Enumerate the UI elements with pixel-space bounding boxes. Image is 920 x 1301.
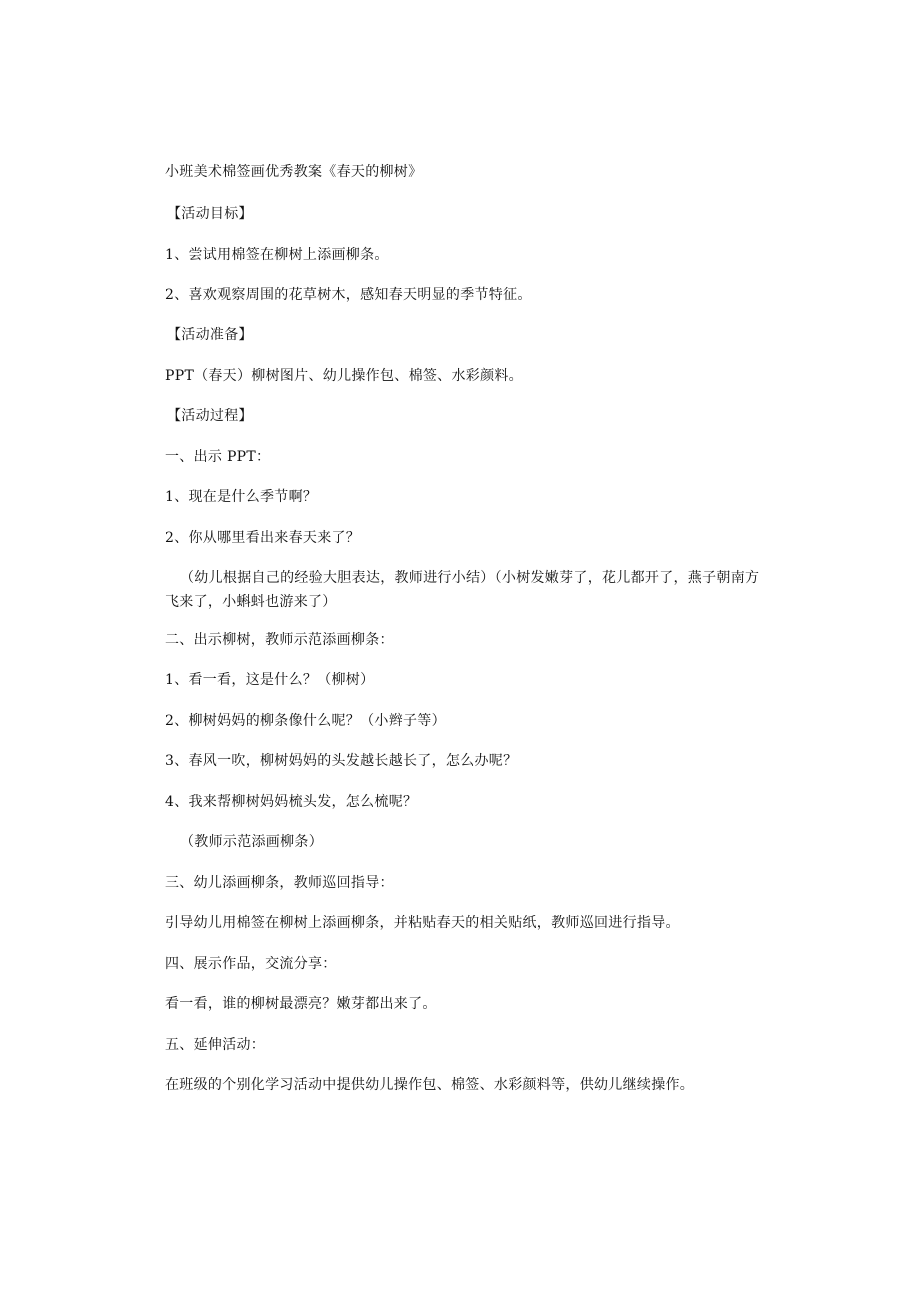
step2-question-4: 4、我来帮柳树妈妈梳头发，怎么梳呢？ [165,794,418,810]
step1-question-1: 1、现在是什么季节啊？ [165,489,318,505]
process-heading: 【活动过程】 [167,408,253,424]
step1-heading: 一、出示 PPT： [165,449,271,465]
step2-question-1: 1、看一看，这是什么？（柳树） [165,672,375,688]
step4-heading: 四、展示作品，交流分享： [165,956,337,972]
step3-text: 引导幼儿用棉签在柳树上添画柳条，并粘贴春天的相关贴纸，教师巡回进行指导。 [165,915,680,931]
step2-note: （教师示范添画柳条） [180,834,323,850]
step1-note: （幼儿根据自己的经验大胆表达，教师进行小结）（小树发嫩芽了，花儿都开了，燕子朝南方飞来了，小蝌蚪也游来了） [165,570,760,610]
document-title: 小班美术棉签画优秀教案《春天的柳树》 [165,164,423,180]
prep-text: PPT（春天）柳树图片、幼儿操作包、棉签、水彩颜料。 [165,368,523,384]
prep-heading: 【活动准备】 [167,327,253,343]
step1-question-2: 2、你从哪里看出来春天来了？ [165,530,361,546]
step2-heading: 二、出示柳树，教师示范添画柳条： [165,632,394,648]
step5-text: 在班级的个别化学习活动中提供幼儿操作包、棉签、水彩颜料等，供幼儿继续操作。 [165,1077,695,1093]
goal-heading: 【活动目标】 [167,206,253,222]
goal-item-2: 2、喜欢观察周围的花草树木，感知春天明显的季节特征。 [165,287,532,303]
step4-text: 看一看，谁的柳树最漂亮？嫩芽都出来了。 [165,996,437,1012]
goal-item-1: 1、尝试用棉签在柳树上添画柳条。 [165,247,389,263]
step5-heading: 五、延伸活动： [165,1037,266,1053]
step2-question-2: 2、柳树妈妈的柳条像什么呢？（小辫子等） [165,713,446,729]
step2-question-3: 3、春风一吹，柳树妈妈的头发越长越长了，怎么办呢？ [165,753,518,769]
step3-heading: 三、幼儿添画柳条，教师巡回指导： [165,875,394,891]
